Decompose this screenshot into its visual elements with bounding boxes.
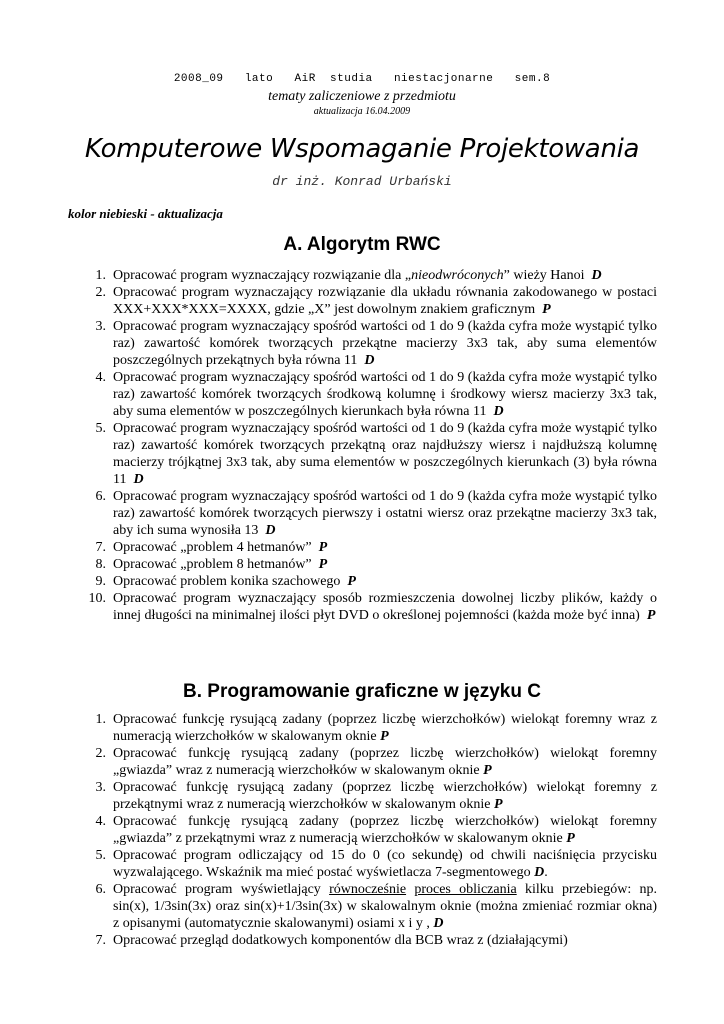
author: dr inż. Konrad Urbański xyxy=(272,174,452,189)
list-item: 6. Opracować program wyświetlający równocześnie proces obliczania kilku przebiegów: np. sin(x), 1/3sin(3x) oraz sin(x)+1/3sin(3x) w skalowalnym oknie (można zmieniać rozmiar okna) z opisanymi (automatycznie skalowanymi) osiami x i y , D xyxy=(95,882,657,931)
subtitle: tematy zaliczeniowe z przedmiotu xyxy=(268,89,456,104)
list-item: 8. Opracować „problem 8 hetmanów” P xyxy=(95,557,328,572)
list-item: 7. Opracować „problem 4 hetmanów” P xyxy=(95,540,328,555)
grade-badge: P xyxy=(566,831,575,846)
list-item: 1. Opracować funkcję rysującą zadany (poprzez liczbę wierzchołków) wielokąt foremny wraz z numeracją wierzchołków w skalowanym oknie P xyxy=(95,712,657,744)
header-line: 2008_09 lato AiR studia niestacjonarne sem.8 xyxy=(173,73,551,85)
grade-badge: P xyxy=(493,797,503,812)
list-item: 3. Opracować funkcję rysującą zadany (poprzez liczbę wierzchołków) wielokąt foremny z przekątnymi wraz z numeracją wierzchołków w skalowanym oknie P xyxy=(95,780,657,812)
update-date: aktualizacja 16.04.2009 xyxy=(313,106,411,117)
grade-badge: P xyxy=(483,763,492,778)
grade-badge: D xyxy=(265,523,276,538)
grade-badge: D xyxy=(433,916,444,931)
list-item: 7. Opracować przegląd dodatkowych komponentów dla BCB wraz z (działającymi) xyxy=(95,933,568,948)
section-a-list xyxy=(86,267,657,624)
section-b-heading: B. Programowanie graficzne w języku C xyxy=(183,681,541,702)
grade-badge: P xyxy=(380,729,389,744)
section-a-heading: A. Algorytm RWC xyxy=(283,234,441,255)
grade-badge: D xyxy=(133,472,144,487)
list-item: 2. Opracować funkcję rysującą zadany (poprzez liczbę wierzchołków) wielokąt foremny „gwiazda” wraz z numeracją wierzchołków w skalowanym oknie P xyxy=(95,746,657,778)
list-item: 5. Opracować program odliczający od 15 do 0 (co sekundę) od chwili naciśnięcia przycisku wyzwalającego. Wskaźnik ma mieć postać wyświetlacza 7-segmentowego D. xyxy=(95,848,657,880)
list-item: 6. Opracować program wyznaczający spośród wartości od 1 do 9 (każda cyfra może wystąpić tylko raz) zawartość komórek tworzących pierwszy i ostatni wiersz oraz przekątne macierzy 3x3 tak, aby ich suma wynosiła 13 D xyxy=(95,489,657,538)
grade-badge: D xyxy=(591,268,602,283)
section-b-list xyxy=(86,711,657,949)
grade-badge: D xyxy=(493,404,504,419)
grade-badge: P xyxy=(318,540,328,555)
grade-badge: D xyxy=(364,353,375,368)
color-note: kolor niebieski - aktualizacja xyxy=(68,206,223,221)
grade-badge: P xyxy=(646,608,656,623)
grade-badge: P xyxy=(347,574,356,589)
list-item: 3. Opracować program wyznaczający spośród wartości od 1 do 9 (każda cyfra może wystąpić tylko raz) zawartość komórek tworzących przekątne macierzy 3x3 tak, aby suma elementów poszczególnych przekątnych była równa 11 D xyxy=(95,319,657,368)
list-item: 4. Opracować funkcję rysującą zadany (poprzez liczbę wierzchołków) wielokąt foremny „gwiazda” z przekątnymi wraz z numeracją wierzchołków w skalowanym oknie P xyxy=(95,814,657,846)
grade-badge: P xyxy=(318,557,328,572)
list-item: 5. Opracować program wyznaczający spośród wartości od 1 do 9 (każda cyfra może wystąpić tylko raz) zawartość komórek tworzących przekątną oraz najdłuższy wiersz i najdłuższą kolumnę macierzy trójkątnej 3x3 tak, aby suma elementów w poszczególnych kierunkach (3) była równa 11 D xyxy=(95,421,657,487)
document-title: Komputerowe Wspomaganie Projektowania xyxy=(84,134,640,164)
list-item: 9. Opracować problem konika szachowego P xyxy=(95,574,356,589)
list-item: 4. Opracować program wyznaczający spośród wartości od 1 do 9 (każda cyfra może wystąpić tylko raz) zawartość komórek tworzących środkową kolumnę i środkowy wiersz macierzy 3x3 tak, aby suma elementów w poszczególnych kierunkach była równa 11 D xyxy=(95,370,657,419)
list-item: 2. Opracować program wyznaczający rozwiązanie dla układu równania zakodowanego w postaci XXX+XXX*XXX=XXXX, gdzie „X” jest dowolnym znakiem graficznym P xyxy=(95,285,657,317)
list-item: 10. Opracować program wyznaczający sposób rozmieszczenia dowolnej liczby plików, każdy o innej długości na minimalnej ilości płyt DVD o określonej pojemności (każda może być inna) P xyxy=(88,591,657,623)
grade-badge: D xyxy=(534,865,545,880)
grade-badge: P xyxy=(542,302,551,317)
list-item: 1. Opracować program wyznaczający rozwiązanie dla „nieodwróconych” wieży Hanoi D xyxy=(95,268,602,283)
